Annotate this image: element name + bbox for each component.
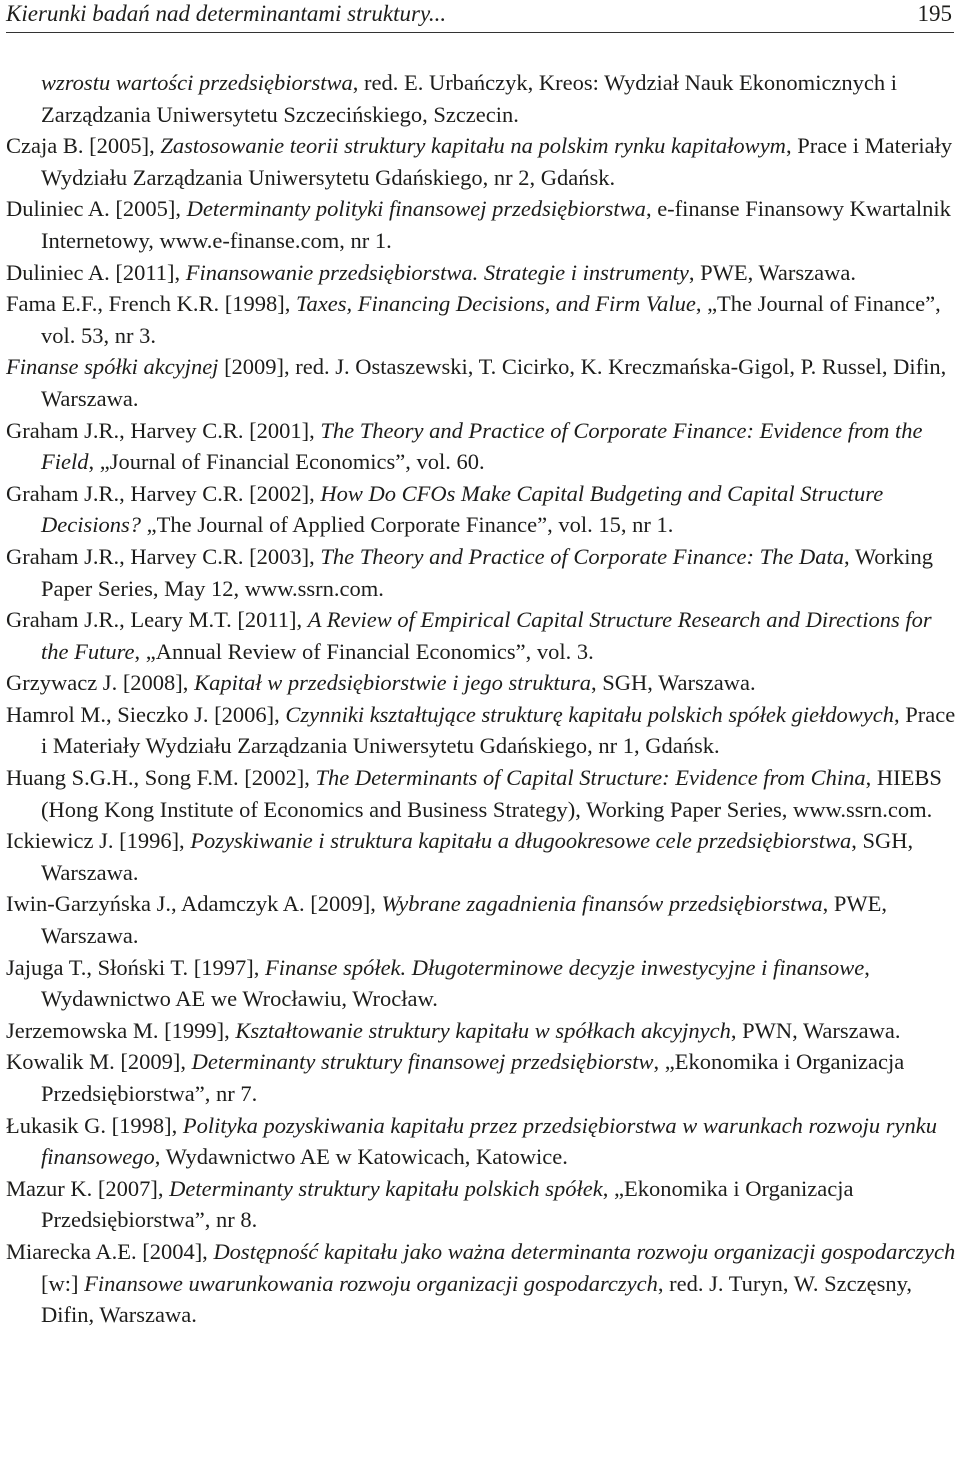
reference-text: Graham J.R., Harvey C.R. [2001],	[6, 417, 321, 443]
reference-title: The Theory and Practice of Corporate Finance: Evidence from the Field	[41, 417, 923, 475]
reference-entry	[6, 1046, 956, 1109]
reference-entry	[6, 762, 956, 825]
reference-title: A Review of Empirical Capital Structure Research and Directions for the Future	[41, 607, 932, 664]
running-header	[6, 0, 954, 33]
reference-text: Jerzemowska M. [1999],	[6, 1017, 236, 1043]
reference-entry	[6, 541, 956, 604]
reference-text: , Prace i Materiały Wydziału Zarządzania Uniwersytetu Gdańskiego, nr 2, Gdańsk.	[41, 133, 953, 190]
reference-entry	[6, 1015, 956, 1047]
reference-title: Zastosowanie teorii struktury kapitału na polskim rynku kapitałowym	[160, 133, 786, 159]
reference-title: Determinanty struktury kapitału polskich spółek	[169, 1175, 603, 1201]
reference-title: How Do CFOs Make Capital Budgeting and Capital Structure Decisions?	[41, 480, 884, 538]
reference-text: , PWE, Warszawa.	[688, 259, 856, 285]
reference-title: Determinanty polityki finansowej przedsiębiorstwa	[186, 196, 646, 222]
reference-text: Fama E.F., French K.R. [1998],	[6, 291, 297, 317]
reference-title: Finanse spółki akcyjnej	[6, 354, 219, 380]
reference-text: , PWN, Warszawa.	[730, 1017, 901, 1043]
reference-text: , HIEBS (Hong Kong Institute of Economics and Business Strategy), Working Paper Series, www.ssrn.com.	[41, 765, 942, 822]
reference-title: Dostępność kapitału jako ważna determinanta rozwoju organizacji gospodarczych	[213, 1238, 956, 1264]
reference-text: Duliniec A. [2005],	[6, 196, 187, 222]
reference-text: , „Ekonomika i Organizacja Przedsiębiorstwa”, nr 7.	[41, 1049, 905, 1106]
reference-title: Kapitał w przedsiębiorstwie i jego struktura	[194, 670, 591, 696]
reference-text: , Wydawnictwo AE w Katowicach, Katowice.	[154, 1144, 568, 1170]
reference-entry	[6, 699, 956, 762]
reference-text: , Prace i Materiały Wydziału Zarządzania Uniwersytetu Gdańskiego, nr 1, Gdańsk.	[41, 701, 956, 759]
reference-title: Determinanty struktury finansowej przedsiębiorstw	[191, 1049, 654, 1075]
reference-entry	[6, 667, 956, 699]
reference-text: Kowalik M. [2009],	[6, 1049, 192, 1075]
reference-text: , SGH, Warszawa.	[41, 828, 914, 885]
reference-text: Graham J.R., Harvey C.R. [2003],	[6, 543, 321, 569]
reference-text: , PWE, Warszawa.	[41, 891, 887, 949]
reference-title: The Determinants of Capital Structure: Evidence from China	[315, 765, 866, 791]
reference-text: Czaja B. [2005],	[6, 133, 161, 159]
reference-text: Hamrol M., Sieczko J. [2006],	[6, 701, 286, 727]
reference-text: Łukasik G. [1998],	[6, 1112, 183, 1138]
reference-title: wzrostu wartości przedsiębiorstwa	[41, 70, 353, 95]
reference-title: Taxes, Financing Decisions, and Firm Value	[296, 291, 696, 317]
reference-text: [w:]	[41, 1270, 85, 1296]
reference-entry	[6, 67, 956, 130]
reference-text: Grzywacz J. [2008],	[6, 670, 195, 696]
reference-text: Graham J.R., Harvey C.R. [2002],	[6, 480, 321, 506]
reference-entry	[6, 888, 956, 951]
reference-text: , „The Journal of Finance”, vol. 53, nr 3.	[41, 291, 941, 348]
reference-entry	[6, 604, 956, 667]
reference-title: Wybrane zagadnienia finansów przedsiębiorstwa	[381, 891, 823, 917]
page-number: 195	[917, 1, 952, 26]
reference-entry	[6, 351, 956, 414]
reference-title: Czynniki kształtujące strukturę kapitału polskich spółek giełdowych	[285, 701, 894, 727]
reference-text: , e-finanse Finansowy Kwartalnik Internetowy, www.e-finanse.com, nr 1.	[41, 196, 951, 253]
reference-entry	[6, 1236, 956, 1331]
reference-title: Pozyskiwanie i struktura kapitału a długookresowe cele przedsiębiorstwa	[190, 828, 852, 854]
reference-text: Duliniec A. [2011],	[6, 259, 186, 285]
reference-title: Polityka pozyskiwania kapitału przez przedsiębiorstwa w warunkach rozwoju rynku finansowego	[41, 1112, 937, 1170]
reference-text: , SGH, Warszawa.	[590, 670, 756, 696]
reference-text: Huang S.G.H., Song F.M. [2002],	[6, 765, 316, 791]
reference-text: , red. J. Turyn, W. Szczęsny, Difin, Warszawa.	[41, 1270, 913, 1328]
reference-text: , Working Paper Series, May 12, www.ssrn.com.	[41, 543, 934, 601]
reference-entry	[6, 952, 956, 1015]
reference-text: , red. E. Urbańczyk, Kreos: Wydział Nauk Ekonomicznych i Zarządzania Uniwersytetu Szczecińskiego, Szczecin.	[41, 70, 898, 127]
reference-entry	[6, 130, 956, 193]
header-title: Kierunki badań nad determinantami struktury...	[6, 1, 447, 26]
reference-entry	[6, 288, 956, 351]
reference-entry	[6, 825, 956, 888]
reference-text: Mazur K. [2007],	[6, 1175, 170, 1201]
reference-text: Ickiewicz J. [1996],	[6, 828, 191, 854]
reference-text: Miarecka A.E. [2004],	[6, 1238, 214, 1264]
reference-entry	[6, 478, 956, 541]
reference-text: , „Journal of Financial Economics”, vol. 60.	[88, 449, 485, 475]
reference-title: Finanse spółek. Długoterminowe decyzje inwestycyjne i finansowe	[264, 954, 865, 980]
bibliography-list	[6, 67, 956, 1331]
reference-title: Kształtowanie struktury kapitału w spółkach akcyjnych	[235, 1017, 731, 1043]
reference-title: The Theory and Practice of Corporate Finance: The Data	[320, 543, 845, 569]
reference-text: , „Annual Review of Financial Economics”, vol. 3.	[134, 638, 594, 664]
reference-text: , Wydawnictwo AE we Wrocławiu, Wrocław.	[41, 954, 870, 1012]
reference-text: , „Ekonomika i Organizacja Przedsiębiorstwa”, nr 8.	[41, 1175, 854, 1233]
reference-entry	[6, 1173, 956, 1236]
reference-text: Graham J.R., Leary M.T. [2011],	[6, 607, 308, 633]
reference-entry	[6, 1110, 956, 1173]
reference-title: Finansowe uwarunkowania rozwoju organizacji gospodarczych	[84, 1270, 658, 1296]
reference-text: [2009], red. J. Ostaszewski, T. Cicirko, K. Kreczmańska-Gigol, P. Russel, Difin, Warszawa.	[41, 354, 947, 411]
reference-text: „The Journal of Applied Corporate Finance”, vol. 15, nr 1.	[141, 512, 674, 538]
reference-entry	[6, 257, 956, 289]
reference-entry	[6, 415, 956, 478]
reference-title: Finansowanie przedsiębiorstwa. Strategie i instrumenty	[185, 259, 689, 285]
reference-entry	[6, 193, 956, 256]
reference-text: Iwin-Garzyńska J., Adamczyk A. [2009],	[6, 891, 382, 917]
reference-text: Jajuga T., Słoński T. [1997],	[6, 954, 265, 980]
